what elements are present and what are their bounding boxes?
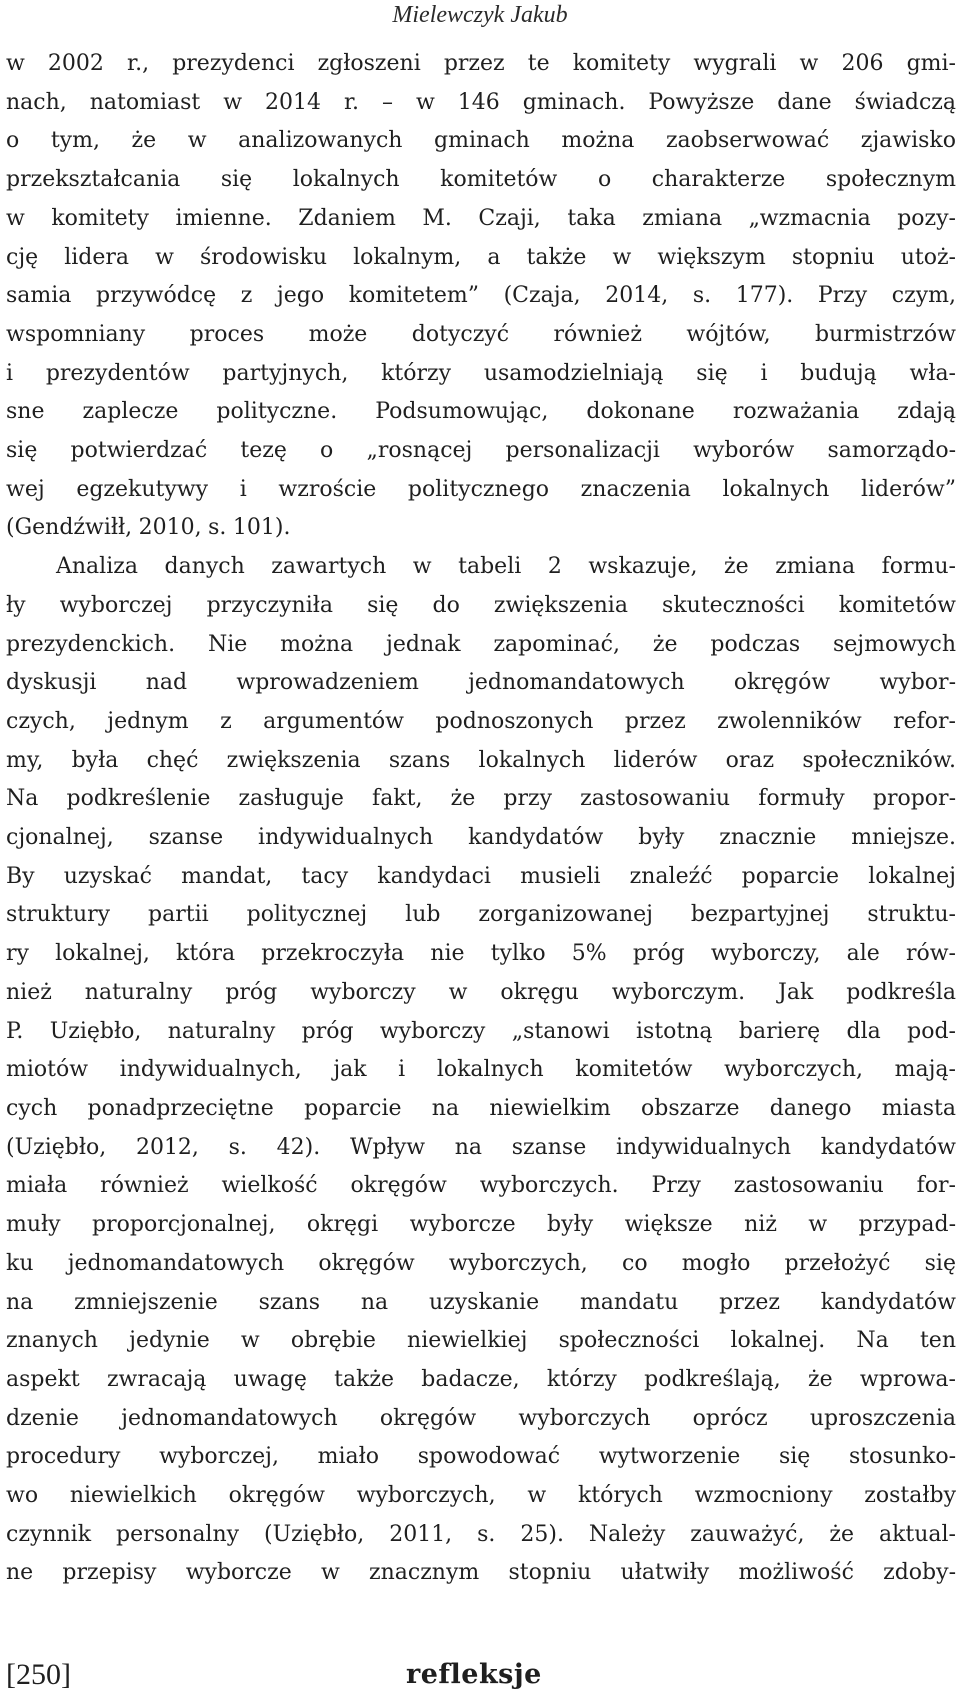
text-line: w 2002 r., prezydenci zgłoszeni przez te komitety wygrali w 206 gmi- <box>6 51 956 76</box>
text-line: cjonalnej, szanse indywidualnych kandydatów były znacznie mniejsze. <box>6 825 956 851</box>
text-line: By uzyskać mandat, tacy kandydaci musieli znaleźć poparcie lokalnej <box>6 863 956 889</box>
text-line: wo niewielkich okręgów wyborczych, w których wzmocniony zostałby <box>6 1483 956 1509</box>
text-line: cję lidera w środowisku lokalnym, a także w większym stopniu utoż- <box>6 244 956 270</box>
text-line: i prezydentów partyjnych, którzy usamodzielniają się i budują wła- <box>6 360 956 386</box>
body-text <box>6 45 956 1593</box>
text-line: my, była chęć zwiększenia szans lokalnych liderów oraz społeczników. <box>6 747 956 773</box>
text-line: procedury wyborczej, miało spowodować wytworzenie się stosunko- <box>6 1444 956 1470</box>
running-head: Mielewczyk Jakub <box>392 2 568 28</box>
text-line: dzenie jednomandatowych okręgów wyborczych oprócz uproszczenia <box>6 1405 956 1431</box>
text-line: ku jednomandatowych okręgów wyborczych, co mogło przełożyć się <box>6 1250 956 1276</box>
text-line: ne przepisy wyborcze w znacznym stopniu ułatwiły możliwość zdoby- <box>6 1560 956 1586</box>
text-line: dyskusji nad wprowadzeniem jednomandatowych okręgów wybor- <box>6 670 956 696</box>
text-line: ry lokalnej, która przekroczyła nie tylko 5% próg wyborczy, ale rów- <box>6 941 956 967</box>
text-line: na zmniejszenie szans na uzyskanie mandatu przez kandydatów <box>6 1289 956 1315</box>
page-footer <box>6 1655 956 1695</box>
text-line: (Gendźwiłł, 2010, s. 101). <box>6 515 291 541</box>
text-line: muły proporcjonalnej, okręgi wyborcze były większe niż w przypad- <box>6 1212 956 1238</box>
text-line: czych, jednym z argumentów podnoszonych przez zwolenników refor- <box>6 708 956 734</box>
text-line: nach, natomiast w 2014 r. – w 146 gminach. Powyższe dane świadczą <box>6 89 956 115</box>
text-line: (Uziębło, 2012, s. 42). Wpływ na szanse indywidualnych kandydatów <box>6 1134 956 1160</box>
paragraph-2 <box>6 548 956 1593</box>
text-line: znanych jedynie w obrębie niewielkiej społeczności lokalnej. Na ten <box>6 1328 956 1354</box>
text-line: Na podkreślenie zasługuje fakt, że przy zastosowaniu formuły propor- <box>6 786 956 812</box>
text-line: P. Uziębło, naturalny próg wyborczy „stanowi istotną barierę dla pod- <box>6 1018 956 1044</box>
text-line: struktury partii politycznej lub zorganizowanej bezpartyjnej struktu- <box>6 902 956 928</box>
text-line: sne zaplecze polityczne. Podsumowując, dokonane rozważania zdają <box>6 399 956 425</box>
page-number: [250] <box>6 1658 71 1691</box>
text-line: wej egzekutywy i wzroście politycznego znaczenia lokalnych liderów” <box>6 476 956 502</box>
text-line: samia przywódcę z jego komitetem” (Czaja, 2014, s. 177). Przy czym, <box>6 283 956 309</box>
paragraph-1 <box>6 45 956 548</box>
text-line: czynnik personalny (Uziębło, 2011, s. 25). Należy zauważyć, że aktual- <box>6 1521 956 1547</box>
text-line: prezydenckich. Nie można jednak zapominać, że podczas sejmowych <box>6 631 956 657</box>
text-line: miotów indywidualnych, jak i lokalnych komitetów wyborczych, mają- <box>6 1057 956 1083</box>
journal-name: refleksje <box>406 1659 542 1690</box>
text-line: ły wyborczej przyczyniła się do zwiększenia skuteczności komitetów <box>6 592 956 618</box>
text-line: przekształcania się lokalnych komitetów o charakterze społecznym <box>6 167 956 193</box>
text-line: wspomniany proces może dotyczyć również wójtów, burmistrzów <box>6 321 956 347</box>
text-line: aspekt zwracają uwagę także badacze, którzy podkreślają, że wprowa- <box>6 1366 956 1392</box>
text-line: miała również wielkość okręgów wyborczych. Przy zastosowaniu for- <box>6 1173 956 1199</box>
text-line: w komitety imienne. Zdaniem M. Czaji, taka zmiana „wzmacnia pozy- <box>6 205 956 231</box>
text-line: o tym, że w analizowanych gminach można zaobserwować zjawisko <box>6 128 956 154</box>
text-line: się potwierdzać tezę o „rosnącej personalizacji wyborów samorządo- <box>6 438 956 464</box>
text-line: Analiza danych zawartych w tabeli 2 wskazuje, że zmiana formu- <box>56 554 956 580</box>
text-line: cych ponadprzeciętne poparcie na niewielkim obszarze danego miasta <box>6 1095 956 1121</box>
text-line: nież naturalny próg wyborczy w okręgu wyborczym. Jak podkreśla <box>6 979 956 1005</box>
